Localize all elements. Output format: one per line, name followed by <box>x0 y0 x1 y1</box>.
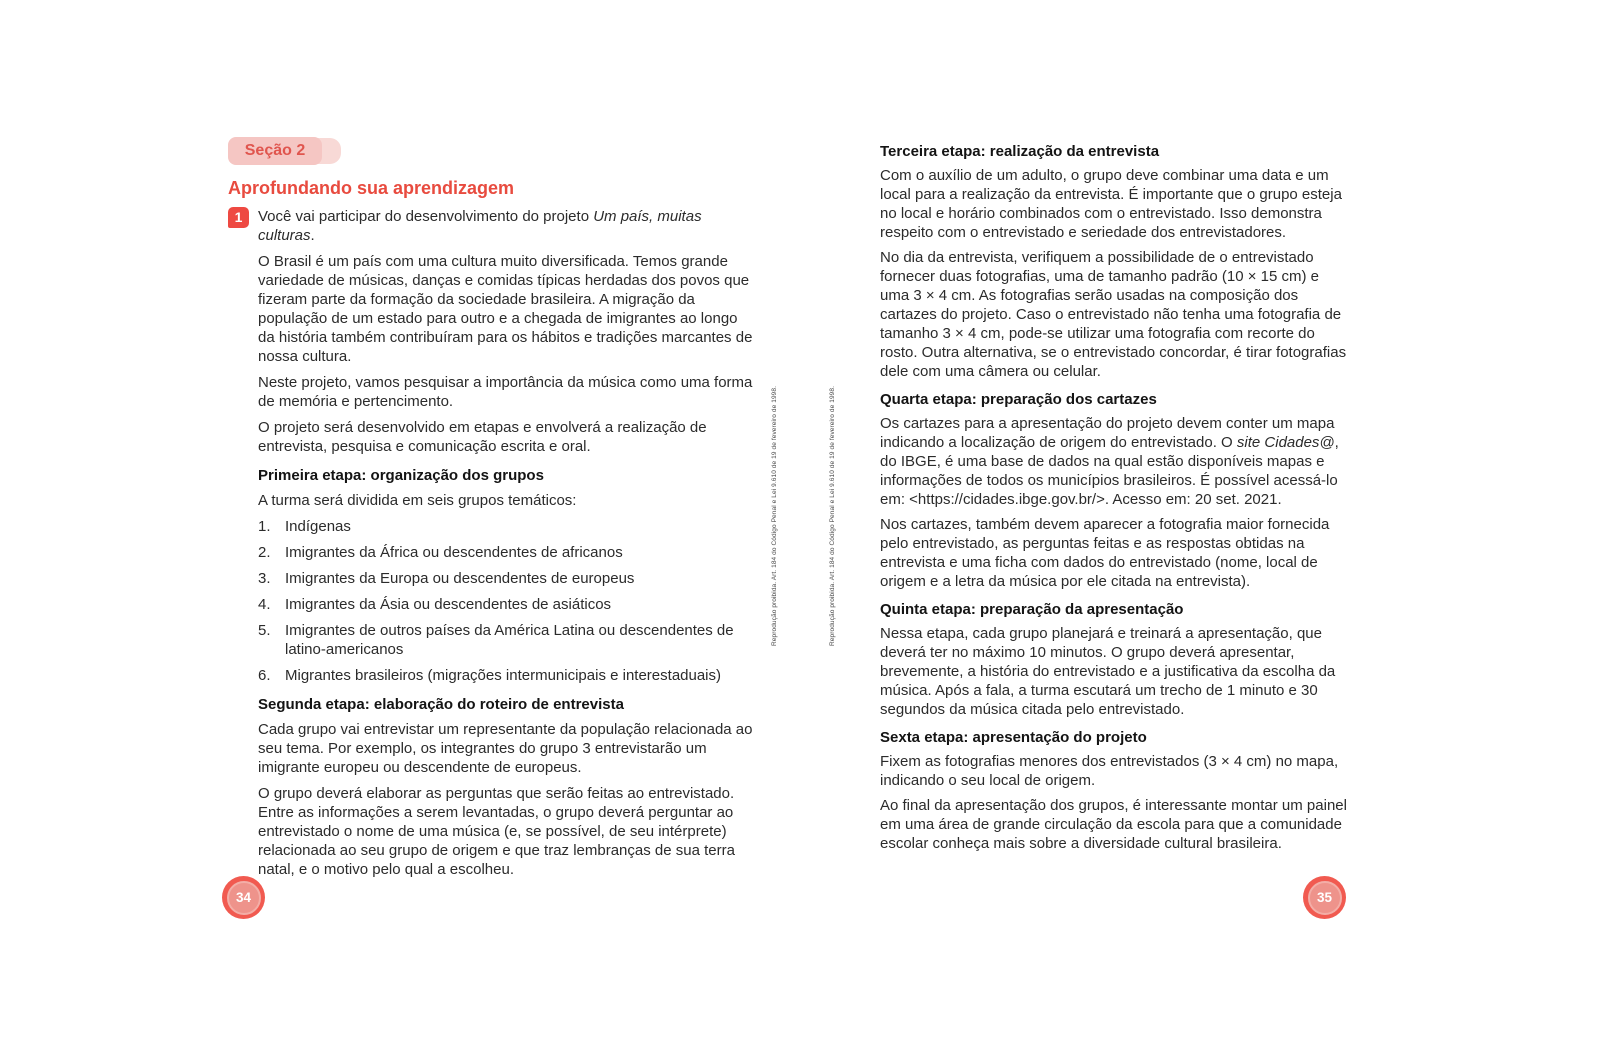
paragraph: O Brasil é um país com uma cultura muito diversificada. Temos grande variedade de músicas, danças e comidas típicas herdadas dos povos que fizeram parte da formação da sociedade brasileira. A migração da população de um estado para outro e a chegada de imigrantes ao longo da história também contribuíram para os hábitos e tradições marcantes de nossa cultura. <box>258 253 753 365</box>
page-number-badge-right <box>1303 876 1346 919</box>
activity-text-before: Você vai participar do desenvolvimento do projeto <box>258 208 594 225</box>
subhead-fifth-stage: Quinta etapa: preparação da apresentação <box>880 601 1184 618</box>
list-item-number: 4. <box>258 596 271 613</box>
page-number-left: 34 <box>227 881 261 915</box>
list-item-text: Imigrantes da Ásia ou descendentes de asiáticos <box>285 596 612 613</box>
copyright-vertical-text-right: Reprodução proibida. Art. 184 do Código Penal e Lei 9.610 de 19 de fevereiro de 1998. <box>829 385 836 646</box>
list-item-text: Indígenas <box>285 518 351 535</box>
subhead-fourth-stage: Quarta etapa: preparação dos cartazes <box>880 391 1157 408</box>
paragraph <box>880 414 1352 509</box>
right-page <box>880 135 1352 859</box>
copyright-vertical-text-left: Reprodução proibida. Art. 184 do Código Penal e Lei 9.610 de 19 de fevereiro de 1998. <box>771 385 778 646</box>
list-item-number: 2. <box>258 544 271 561</box>
paragraph: No dia da entrevista, verifiquem a possibilidade de o entrevistado fornecer duas fotografias, uma de tamanho padrão (10 × 15 cm) e uma 3 × 4 cm. As fotografias serão usadas na composição dos cartazes do projeto. Caso o entrevistado não tenha uma fotografia de tamanho 3 × 4 cm, pode-se utilizar uma fotografia com recorte do rosto. Outra alternativa, se o entrevistado concordar, é tirar fotografias dele com uma câmera ou celular. <box>880 249 1347 380</box>
list-item-number: 6. <box>258 667 271 684</box>
paragraph: Com o auxílio de um adulto, o grupo deve combinar uma data e um local para a realização da entrevista. É importante que o grupo esteja no local e horário combinados com o entrevistado. Isso demonstra respeito com o entrevistado e seriedade dos entrevistadores. <box>880 167 1342 241</box>
list-item <box>258 517 758 536</box>
page-title: Aprofundando sua aprendizagem <box>228 178 515 198</box>
section-badge-label: Seção 2 <box>228 137 322 165</box>
list-item <box>258 666 758 685</box>
paragraph-text-after: , do IBGE, é uma base de dados na qual estão disponíveis mapas e informações de todos os municípios brasileiros. É possível acessá-lo em: <https://cidades.ibge.gov.br/>. Acesso em: 20 set. 2021. <box>880 434 1339 508</box>
list-item <box>258 569 758 588</box>
list-item <box>258 621 758 659</box>
paragraph: Nessa etapa, cada grupo planejará e treinará a apresentação, que deverá ter no máximo 10 minutos. O grupo deverá apresentar, brevemente, a história do entrevistado e a justificativa da escolha da música. Após a fala, a turma escutará um trecho de 1 minuto e 30 segundos da música citada pelo entrevistado. <box>880 625 1336 718</box>
list-item-text: Imigrantes da África ou descendentes de africanos <box>285 544 623 561</box>
activity-text <box>258 207 758 245</box>
section-badge <box>228 137 341 165</box>
left-page <box>228 137 768 886</box>
subhead-second-stage: Segunda etapa: elaboração do roteiro de entrevista <box>258 696 624 713</box>
paragraph-text-before: Os cartazes para a apresentação do projeto devem conter um mapa indicando a localização de origem do entrevistado. O <box>880 415 1335 451</box>
left-page-body <box>234 207 758 879</box>
list-item-text: Migrantes brasileiros (migrações intermunicipais e interestaduais) <box>285 667 722 684</box>
activity-text-after: . <box>310 227 315 244</box>
subhead-first-stage: Primeira etapa: organização dos grupos <box>258 467 544 484</box>
list-item-text: Imigrantes da Europa ou descendentes de europeus <box>285 570 635 587</box>
list-item <box>258 543 758 562</box>
list-item <box>258 595 758 614</box>
subhead-sixth-stage: Sexta etapa: apresentação do projeto <box>880 729 1147 746</box>
paragraph: O grupo deverá elaborar as perguntas que serão feitas ao entrevistado. Entre as informações a serem levantadas, o grupo deverá perguntar ao entrevistado o nome de uma música (e, se possível, de seu intérprete) relacionada ao seu grupo de origem e que traz lembranças de sua terra natal, e o motivo pelo qual a escolheu. <box>258 785 735 878</box>
page-number-badge-left <box>222 876 265 919</box>
paragraph: Cada grupo vai entrevistar um representante da população relacionada ao seu tema. Por exemplo, os integrantes do grupo 3 entrevistarão um imigrante europeu ou descendente de europeus. <box>258 721 753 776</box>
groups-list <box>258 517 758 685</box>
paragraph: Neste projeto, vamos pesquisar a importância da música como uma forma de memória e pertencimento. <box>258 374 753 410</box>
list-item-number: 3. <box>258 570 271 587</box>
page-number-right: 35 <box>1308 881 1342 915</box>
list-item-number: 5. <box>258 622 271 639</box>
paragraph: Ao final da apresentação dos grupos, é interessante montar um painel em uma área de grande circulação da escola para que a comunidade escolar conheça mais sobre a diversidade cultural brasileira. <box>880 797 1347 852</box>
list-item-text: Imigrantes de outros países da América Latina ou descendentes de latino-americanos <box>285 622 734 658</box>
groups-intro: A turma será dividida em seis grupos temáticos: <box>258 492 577 509</box>
activity-item <box>234 207 758 245</box>
activity-number-badge: 1 <box>228 207 249 228</box>
paragraph: Fixem as fotografias menores dos entrevistados (3 × 4 cm) no mapa, indicando o seu local de origem. <box>880 753 1339 789</box>
site-name-italic: site Cidades@ <box>1236 434 1335 451</box>
list-item-number: 1. <box>258 518 271 535</box>
paragraph: O projeto será desenvolvido em etapas e envolverá a realização de entrevista, pesquisa e comunicação escrita e oral. <box>258 419 707 455</box>
project-title-italic: Um país, muitas culturas <box>258 208 702 244</box>
subhead-third-stage: Terceira etapa: realização da entrevista <box>880 143 1160 160</box>
paragraph: Nos cartazes, também devem aparecer a fotografia maior fornecida pelo entrevistado, as perguntas feitas e as respostas obtidas na entrevista e uma ficha com dados do entrevistado (nome, local de origem e a letra da música por ele citada na entrevista). <box>880 516 1330 590</box>
